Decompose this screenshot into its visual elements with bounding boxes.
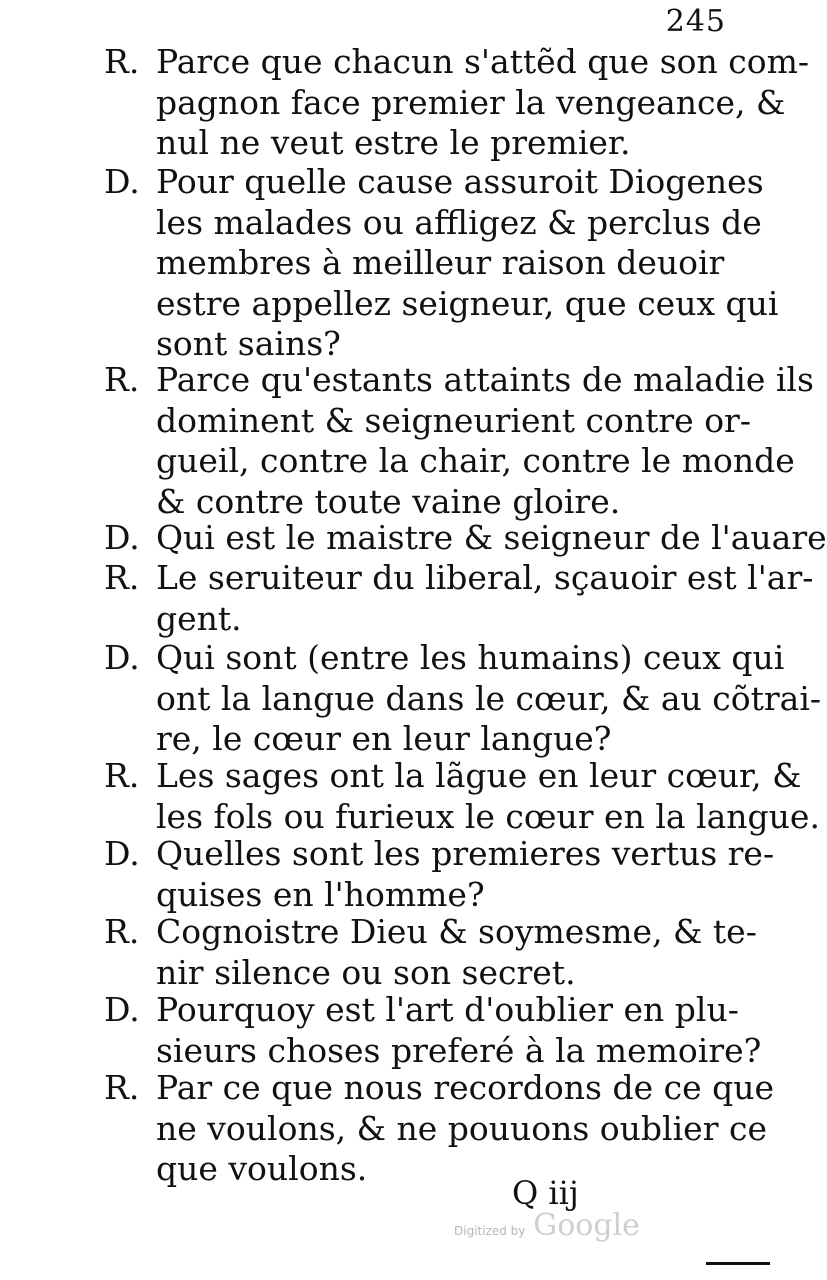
entry-text: Pourquoy est l'art d'oublier en plu- <box>156 990 739 1029</box>
entry-text: Cognoistre Dieu & soymesme, & te- <box>156 912 757 951</box>
entry-text: Parce que chacun s'attẽd que son com- <box>156 42 810 81</box>
dialogue-entry <box>104 42 810 164</box>
entry-text: estre appellez seigneur, que ceux qui <box>156 283 779 323</box>
entry-text: ont la langue dans le cœur, & au cõtrai- <box>156 678 822 718</box>
dialogue-entry <box>104 990 762 1071</box>
entry-text: sieurs choses preferé à la memoire? <box>156 1030 762 1070</box>
entry-text: re, le cœur en leur langue? <box>156 719 612 758</box>
entry-text: Qui sont (entre les humains) ceux qui <box>156 638 785 677</box>
dialogue-entry <box>104 162 779 365</box>
bottom-rule <box>706 1262 770 1265</box>
dialogue-entry <box>104 912 757 993</box>
signature-mark: Q iij <box>512 1174 579 1212</box>
dialogue-entry <box>104 518 827 559</box>
dialogue-entry <box>104 360 814 522</box>
speaker-label: D. <box>104 834 140 873</box>
watermark-brand: Google <box>533 1208 640 1243</box>
dialogue-entry <box>104 1068 775 1190</box>
entry-text: Par ce que nous recordons de ce que <box>156 1068 775 1107</box>
entry-text: Pour quelle cause assuroit Diogenes <box>156 162 764 201</box>
watermark-prefix: Digitized by <box>454 1224 526 1238</box>
speaker-label: D. <box>104 990 140 1029</box>
entry-text: que voulons. <box>156 1149 368 1188</box>
entry-text: sont sains? <box>156 324 341 363</box>
entry-text: gent. <box>156 598 242 638</box>
entry-text: pagnon face premier la vengeance, & <box>156 82 786 122</box>
entry-text: membres à meilleur raison deuoir <box>156 243 725 282</box>
speaker-label: D. <box>104 518 140 557</box>
speaker-label: R. <box>104 360 140 399</box>
speaker-label: R. <box>104 912 140 951</box>
dialogue-entry <box>104 834 775 915</box>
entry-text: les malades ou affligez & perclus de <box>156 202 762 242</box>
speaker-label: D. <box>104 162 140 201</box>
entry-text: Parce qu'estants attaints de maladie ils <box>156 360 814 399</box>
speaker-label: R. <box>104 756 140 795</box>
dialogue-entry <box>104 558 814 639</box>
speaker-label: R. <box>104 1068 140 1107</box>
entry-text: Le seruiteur du liberal, sçauoir est l'ar- <box>156 558 814 597</box>
dialogue-entry <box>104 756 820 837</box>
speaker-label: R. <box>104 558 140 597</box>
entry-text: les fols ou furieux le cœur en la langue. <box>156 796 820 836</box>
entry-text: & contre toute vaine gloire. <box>156 481 621 521</box>
entry-text: ne voulons, & ne pouuons oublier ce <box>156 1108 767 1148</box>
entry-text: dominent & seigneurient contre or- <box>156 400 751 440</box>
page-number: 245 <box>665 4 726 39</box>
entry-text: nul ne veut estre le premier. <box>156 123 631 162</box>
speaker-label: R. <box>104 42 140 81</box>
entry-text: nir silence ou son secret. <box>156 952 576 992</box>
entry-text: gueil, contre la chair, contre le monde <box>156 441 795 480</box>
entry-text: Quelles sont les premieres vertus re- <box>156 834 775 873</box>
entry-text: Les sages ont la lãgue en leur cœur, & <box>156 756 802 795</box>
entry-text: quises en l'homme? <box>156 874 485 914</box>
dialogue-entry <box>104 638 822 760</box>
digitized-watermark <box>454 1208 640 1243</box>
speaker-label: D. <box>104 638 140 677</box>
entry-text: Qui est le maistre & seigneur de l'auare <box>156 518 827 557</box>
